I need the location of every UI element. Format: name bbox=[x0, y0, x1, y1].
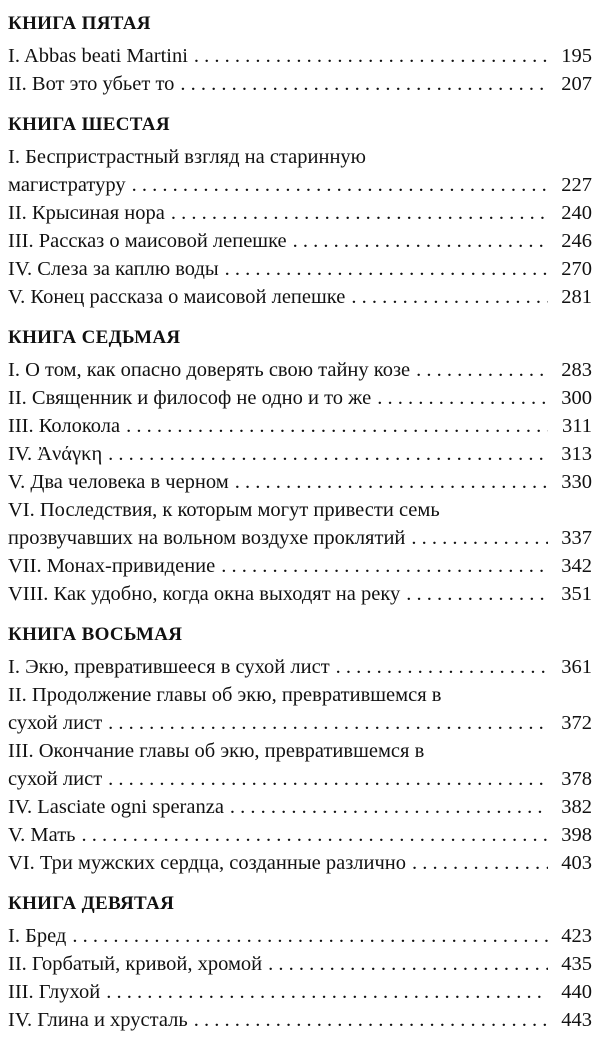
page-number: 270 bbox=[561, 258, 592, 280]
dot-leader bbox=[72, 922, 548, 950]
page-number: 330 bbox=[561, 471, 592, 493]
entry-title: III. Глухой bbox=[8, 981, 101, 1003]
dot-leader bbox=[230, 793, 548, 821]
page-number: 246 bbox=[561, 230, 592, 252]
dot-leader bbox=[194, 42, 548, 70]
page-number: 423 bbox=[561, 925, 592, 947]
book-section bbox=[8, 113, 592, 311]
entry-title: IV. Слеза за каплю воды bbox=[8, 258, 219, 280]
dot-leader bbox=[106, 978, 548, 1006]
dot-leader bbox=[293, 227, 548, 255]
entry-title: сухой лист bbox=[8, 768, 103, 790]
toc-entry bbox=[8, 42, 592, 70]
toc-entry bbox=[8, 468, 592, 496]
entry-title: VI. Три мужских сердца, созданные различно bbox=[8, 852, 407, 874]
page-number: 311 bbox=[562, 415, 592, 437]
toc-entry bbox=[8, 283, 592, 311]
dot-leader bbox=[171, 199, 548, 227]
page-number: 283 bbox=[561, 359, 592, 381]
entry-title: V. Мать bbox=[8, 824, 76, 846]
dot-leader bbox=[194, 1006, 548, 1034]
dot-leader bbox=[108, 709, 548, 737]
toc-entry bbox=[8, 356, 592, 384]
page-number: 240 bbox=[561, 202, 592, 224]
book-title: КНИГА ШЕСТАЯ bbox=[8, 114, 170, 135]
page-number: 361 bbox=[561, 656, 592, 678]
toc-entry bbox=[8, 978, 592, 1006]
toc-entry bbox=[8, 255, 592, 283]
toc-entry bbox=[8, 552, 592, 580]
page-number: 443 bbox=[561, 1009, 592, 1031]
page-number: 342 bbox=[561, 555, 592, 577]
dot-leader bbox=[351, 283, 548, 311]
page-number: 281 bbox=[561, 286, 592, 308]
toc-entry bbox=[8, 70, 592, 98]
page-number: 207 bbox=[561, 73, 592, 95]
toc-entry bbox=[8, 793, 592, 821]
toc-entry bbox=[8, 1006, 592, 1034]
entry-title: III. Рассказ о маисовой лепешке bbox=[8, 230, 287, 252]
dot-leader bbox=[132, 171, 548, 199]
page-number: 398 bbox=[561, 824, 592, 846]
toc-entry bbox=[8, 227, 592, 255]
dot-leader bbox=[416, 356, 548, 384]
page-number: 351 bbox=[561, 583, 592, 605]
book-section bbox=[8, 12, 592, 98]
toc-entry bbox=[8, 821, 592, 849]
book-title: КНИГА ПЯТАЯ bbox=[8, 13, 151, 34]
entry-title: II. Горбатый, кривой, хромой bbox=[8, 953, 263, 975]
dot-leader bbox=[225, 255, 548, 283]
toc-entry bbox=[8, 412, 592, 440]
toc-entry bbox=[8, 580, 592, 608]
entry-title: IV. Lasciate ogni speranza bbox=[8, 796, 224, 818]
dot-leader bbox=[268, 950, 548, 978]
entry-title-line: VI. Последствия, к которым могут привести семь bbox=[8, 499, 440, 521]
entry-title: I. О том, как опасно доверять свою тайну козе bbox=[8, 359, 411, 381]
dot-leader bbox=[108, 440, 548, 468]
page-number: 195 bbox=[561, 45, 592, 67]
entry-title: сухой лист bbox=[8, 712, 103, 734]
entry-title-line: III. Окончание главы об экю, превратившемся в bbox=[8, 740, 425, 762]
book-title: КНИГА ВОСЬМАЯ bbox=[8, 624, 183, 645]
page-number: 337 bbox=[561, 527, 592, 549]
dot-leader bbox=[108, 765, 548, 793]
toc-entry bbox=[8, 496, 592, 552]
page-number: 372 bbox=[561, 712, 592, 734]
entry-title: IV. Ἀνάγκη bbox=[8, 443, 103, 465]
dot-leader bbox=[180, 70, 548, 98]
entry-title: III. Колокола bbox=[8, 415, 121, 437]
page-number: 435 bbox=[561, 953, 592, 975]
entry-title: I. Бред bbox=[8, 925, 67, 947]
toc-entry bbox=[8, 849, 592, 877]
toc-entry bbox=[8, 199, 592, 227]
toc-entry bbox=[8, 950, 592, 978]
dot-leader bbox=[221, 552, 548, 580]
entry-title: V. Конец рассказа о маисовой лепешке bbox=[8, 286, 346, 308]
toc-entry bbox=[8, 440, 592, 468]
toc-entry bbox=[8, 653, 592, 681]
toc-entry bbox=[8, 143, 592, 199]
entry-title: магистратуру bbox=[8, 174, 126, 196]
entry-title: I. Экю, превратившееся в сухой лист bbox=[8, 656, 330, 678]
dot-leader bbox=[126, 412, 548, 440]
dot-leader bbox=[336, 653, 548, 681]
book-title: КНИГА ДЕВЯТАЯ bbox=[8, 893, 175, 914]
page-number: 378 bbox=[561, 768, 592, 790]
book-section bbox=[8, 892, 592, 1034]
dot-leader bbox=[377, 384, 548, 412]
entry-title: VIII. Как удобно, когда окна выходят на реку bbox=[8, 583, 401, 605]
page-number: 382 bbox=[561, 796, 592, 818]
page-number: 227 bbox=[561, 174, 592, 196]
entry-title: V. Два человека в черном bbox=[8, 471, 229, 493]
book-section bbox=[8, 623, 592, 877]
entry-title: II. Крысиная нора bbox=[8, 202, 165, 224]
dot-leader bbox=[235, 468, 548, 496]
toc-entry bbox=[8, 384, 592, 412]
dot-leader bbox=[412, 849, 548, 877]
book-section bbox=[8, 326, 592, 608]
toc-entry bbox=[8, 737, 592, 793]
entry-title: прозвучавших на вольном воздухе проклятий bbox=[8, 527, 406, 549]
entry-title: IV. Глина и хрусталь bbox=[8, 1009, 188, 1031]
dot-leader bbox=[406, 580, 548, 608]
page-number: 313 bbox=[561, 443, 592, 465]
entry-title: II. Священник и философ не одно и то же bbox=[8, 387, 372, 409]
entry-title-line: II. Продолжение главы об экю, превратившемся в bbox=[8, 684, 442, 706]
entry-title-line: I. Беспристрастный взгляд на старинную bbox=[8, 146, 366, 168]
page-number: 403 bbox=[561, 852, 592, 874]
page-number: 300 bbox=[561, 387, 592, 409]
toc-entry bbox=[8, 922, 592, 950]
entry-title: II. Вот это убьет то bbox=[8, 73, 175, 95]
dot-leader bbox=[82, 821, 548, 849]
page-number: 440 bbox=[561, 981, 592, 1003]
book-title: КНИГА СЕДЬМАЯ bbox=[8, 327, 181, 348]
toc-entry bbox=[8, 681, 592, 737]
entry-title: I. Abbas beati Martini bbox=[8, 45, 188, 67]
dot-leader bbox=[411, 524, 548, 552]
entry-title: VII. Монах-привидение bbox=[8, 555, 216, 577]
